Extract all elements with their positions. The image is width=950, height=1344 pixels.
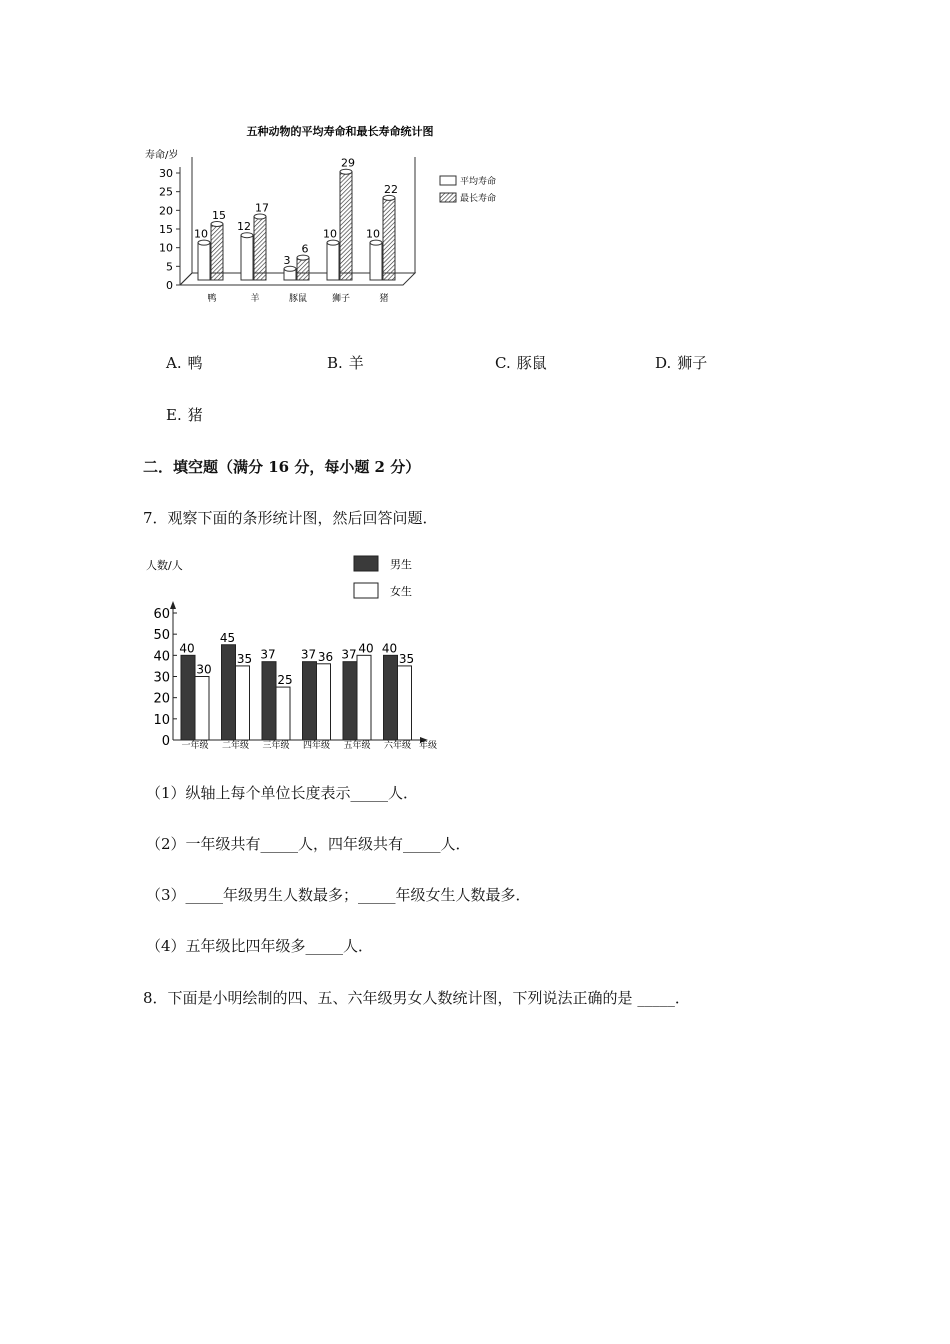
option-a-letter: A. <box>166 354 182 372</box>
chart2-bar <box>317 664 331 740</box>
chart1-bar <box>297 258 309 280</box>
chart2-bar <box>181 655 195 740</box>
chart1-bar-top <box>198 240 210 245</box>
chart2-bar-value: 25 <box>277 673 293 688</box>
section-title: 二．填空题（满分 16 分，每小题 2 分） <box>143 458 421 476</box>
chart1-bar-top <box>297 255 309 260</box>
chart1-bar-top <box>254 214 266 219</box>
chart2-ytick-label: 50 <box>153 628 170 644</box>
chart1-bar-value: 17 <box>255 201 269 215</box>
chart2-bar-value: 35 <box>398 651 415 666</box>
chart1-bar <box>254 217 266 280</box>
chart1-bar <box>340 172 352 280</box>
chart2-bar <box>236 666 250 740</box>
chart2-xlabel: 年级 <box>419 741 438 751</box>
chart2-bar <box>343 662 357 740</box>
chart1-title: 五种动物的平均寿命和最长寿命统计图 <box>246 125 434 138</box>
chart2-category-label: 三年级 <box>262 741 290 751</box>
chart2-category-label: 四年级 <box>302 741 331 751</box>
q8-text: 8．下面是小明绘制的四、五、六年级男女人数统计图，下列说法正确的是 _____． <box>143 989 690 1007</box>
chart2-bar <box>398 666 412 740</box>
chart1-bar-top <box>370 240 382 245</box>
chart1-bar-value: 10 <box>323 227 337 241</box>
chart2-bar-value: 37 <box>341 647 357 662</box>
chart1-bar-value: 3 <box>283 253 291 267</box>
chart1-bar-value: 6 <box>301 242 309 256</box>
chart1-legend-swatch <box>440 176 456 185</box>
chart1-bar-value: 15 <box>212 209 226 222</box>
chart1-category-label: 鸭 <box>207 294 217 304</box>
chart2-ytick-label: 10 <box>153 712 170 728</box>
chart2-bar <box>262 662 276 740</box>
option-c[interactable] <box>495 352 547 373</box>
chart1-legend-label: 平均寿命 <box>460 177 497 187</box>
chart2-category-label: 一年级 <box>181 741 209 751</box>
option-d-text: 狮子 <box>677 354 708 372</box>
lifespan-chart-svg <box>140 120 530 310</box>
chart1-bar-value: 10 <box>194 227 208 241</box>
option-a-text: 鸭 <box>187 354 203 372</box>
chart2-legend-swatch <box>354 583 378 598</box>
chart1-bar-value: 29 <box>341 156 355 170</box>
chart1-bar-value: 22 <box>384 182 398 196</box>
chart1-bar <box>327 243 339 280</box>
chart2-bar <box>357 655 371 740</box>
q7-part-1: （1）纵轴上每个单位长度表示_____人． <box>146 784 419 802</box>
chart2-ytick-label: 30 <box>153 670 170 686</box>
chart2-bar-value: 40 <box>381 641 398 656</box>
chart2-bar-value: 36 <box>317 649 334 664</box>
chart2-bar-value: 40 <box>179 641 195 656</box>
chart1-bar-top <box>284 266 296 271</box>
chart1-ytick-label: 10 <box>159 241 173 255</box>
chart2-legend-label: 女生 <box>390 585 412 598</box>
chart1-ytick-label: 20 <box>159 204 173 218</box>
chart1-category-label: 豚鼠 <box>288 294 308 304</box>
chart2-ytick-label: 0 <box>161 734 170 749</box>
option-b-letter: B. <box>327 354 343 372</box>
q7-text: 7．观察下面的条形统计图，然后回答问题． <box>143 509 438 527</box>
chart2-legend-label: 男生 <box>390 558 412 571</box>
chart1-bar-top <box>327 240 339 245</box>
chart1-legend-label: 最长寿命 <box>460 194 497 204</box>
q7-part-2: （2）一年级共有_____人，四年级共有_____人． <box>146 835 471 853</box>
option-d[interactable] <box>655 352 707 373</box>
option-e[interactable] <box>166 404 203 425</box>
chart2-category-label: 六年级 <box>383 741 412 751</box>
chart1-category-label: 狮子 <box>331 294 351 304</box>
grade-chart-svg <box>140 548 440 758</box>
option-a[interactable] <box>166 352 203 373</box>
chart2-bar <box>222 645 236 740</box>
chart1-ytick-label: 0 <box>166 279 173 292</box>
chart2-bar-value: 30 <box>196 662 212 677</box>
chart1-bar <box>370 243 382 280</box>
chart2-bar <box>303 662 317 740</box>
q7-part-3: （3）_____年级男生人数最多；_____年级女生人数最多． <box>146 886 531 904</box>
chart1-bar-top <box>241 233 253 238</box>
chart1-bar <box>198 243 210 280</box>
chart2-ytick-label: 40 <box>153 649 170 665</box>
chart1-bar <box>383 198 395 280</box>
option-c-letter: C. <box>495 354 511 372</box>
option-e-text: 猪 <box>187 406 203 424</box>
option-b-text: 羊 <box>348 354 364 372</box>
chart1-ytick-label: 15 <box>159 223 173 236</box>
chart2-ytick-label: 20 <box>153 691 170 707</box>
option-d-letter: D. <box>655 354 672 372</box>
chart2-bar-value: 40 <box>358 641 374 656</box>
option-b[interactable] <box>327 352 364 373</box>
option-c-text: 豚鼠 <box>516 354 547 372</box>
chart2-legend-swatch <box>354 556 378 571</box>
chart1-ylabel: 寿命/岁 <box>145 150 179 161</box>
chart1-ytick-label: 30 <box>159 167 173 180</box>
chart1-bar-value: 10 <box>366 227 380 241</box>
option-e-letter: E. <box>166 406 182 424</box>
chart1-bar <box>211 224 223 280</box>
chart2-bar <box>384 655 398 740</box>
chart2-ytick-label: 60 <box>153 607 170 622</box>
chart2-bar-value: 37 <box>300 647 317 662</box>
chart2-ylabel: 人数/人 <box>146 559 183 572</box>
chart1-category-label: 猪 <box>379 294 389 304</box>
chart1-back-wall <box>180 157 192 285</box>
chart2-category-label: 五年级 <box>343 741 371 751</box>
chart1-bar-value: 12 <box>237 220 251 234</box>
chart2-bar <box>276 687 290 740</box>
chart2-bar <box>195 677 209 741</box>
chart1-category-label: 羊 <box>250 294 260 304</box>
chart2-category-label: 二年级 <box>221 741 250 751</box>
chart1-ytick-label: 5 <box>166 260 173 274</box>
chart1-bar <box>241 235 253 280</box>
chart1-bar-top <box>340 169 352 174</box>
chart1-legend-swatch <box>440 193 456 202</box>
chart2-bar-value: 35 <box>236 651 253 666</box>
chart1-ytick-label: 25 <box>159 185 173 199</box>
chart1-bar-top <box>383 195 395 200</box>
grade-chart <box>140 548 440 758</box>
lifespan-chart <box>140 120 530 310</box>
chart1-bar-top <box>211 222 223 227</box>
chart2-y-arrow <box>170 601 176 609</box>
chart2-bar-value: 37 <box>260 647 276 662</box>
chart2-bar-value: 45 <box>219 630 236 645</box>
q7-part-4: （4）五年级比四年级多_____人． <box>146 937 374 955</box>
